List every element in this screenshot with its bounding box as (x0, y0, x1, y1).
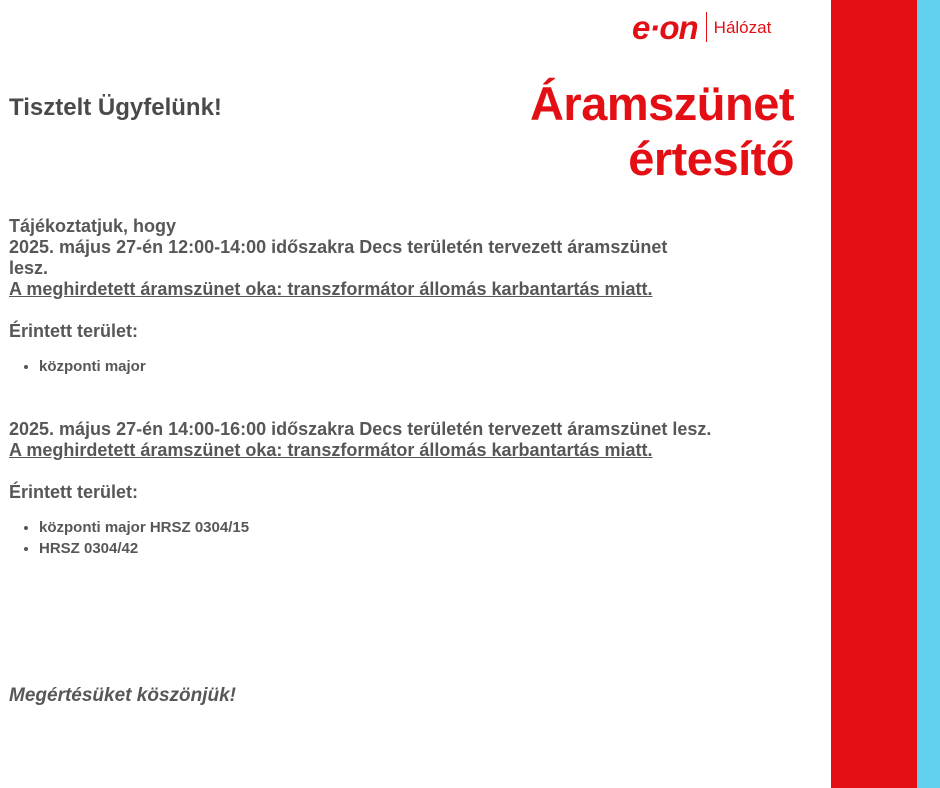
outage-block-2 (9, 419, 829, 559)
affected-area-title: Érintett terület: (9, 482, 139, 502)
outage-period-cont: lesz. (9, 258, 49, 278)
red-side-stripe (831, 0, 917, 788)
eon-logo (632, 8, 771, 46)
headline-line-2: értesítő (628, 132, 794, 185)
intro-text: Tájékoztatjuk, hogy (9, 216, 177, 236)
logo-divider (706, 12, 707, 42)
headline-line-1: Áramszünet (529, 77, 794, 130)
notice-headline (530, 76, 794, 186)
eon-logo-mark: e·on (632, 8, 698, 46)
affected-area-title: Érintett terület: (9, 321, 139, 341)
outage-period: 2025. május 27-én 14:00-16:00 időszakra Decs területén tervezett áramszünet lesz. (9, 419, 712, 439)
outage-block-1 (9, 237, 829, 377)
list-item: • HRSZ 0304/42 (39, 538, 829, 559)
list-item: • központi major (39, 356, 829, 377)
notice-body (9, 216, 829, 559)
outage-reason: A meghirdetett áramszünet oka: transzformátor állomás karbantartás miatt. (9, 440, 653, 460)
affected-area-list (9, 517, 829, 559)
list-item: • központi major HRSZ 0304/15 (39, 517, 829, 538)
affected-area-list (9, 356, 829, 377)
greeting: Tisztelt Ügyfelünk! (9, 94, 222, 121)
closing-text: Megértésüket köszönjük! (9, 685, 236, 706)
outage-reason: A meghirdetett áramszünet oka: transzformátor állomás karbantartás miatt. (9, 279, 653, 299)
outage-period: 2025. május 27-én 12:00-14:00 időszakra Decs területén tervezett áramszünet (9, 237, 668, 257)
logo-subtitle: Hálózat (713, 17, 772, 37)
blue-side-stripe (917, 0, 940, 788)
